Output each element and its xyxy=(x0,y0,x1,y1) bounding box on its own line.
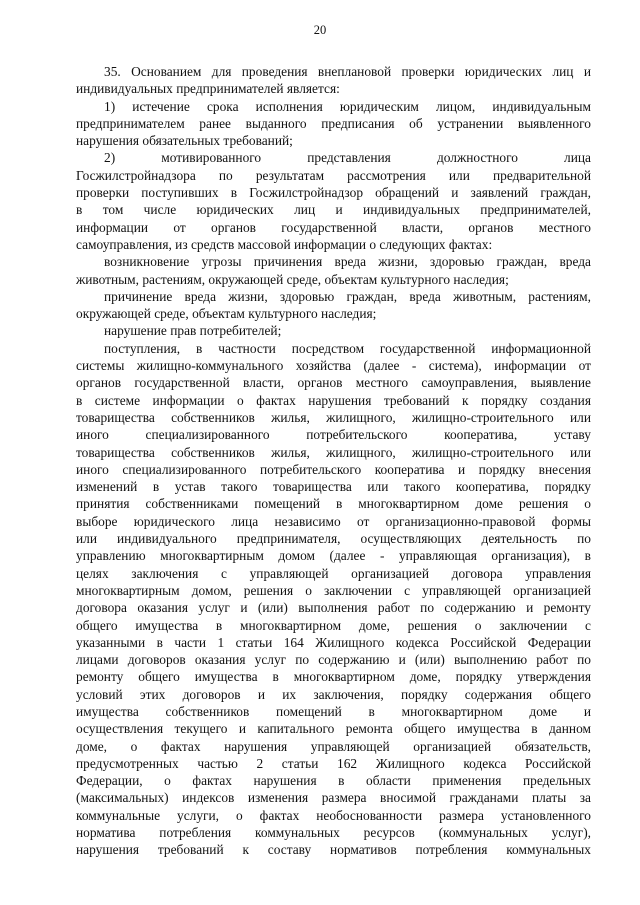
text-line: в том числе юридических лиц и индивидуальных предпринимателей, xyxy=(76,202,591,218)
text-line: целях заключения с управляющей организацией договора управления xyxy=(76,565,591,581)
page-number: 20 xyxy=(313,23,327,37)
text-line: нарушения требований к составу нормативов потребления коммунальных xyxy=(76,842,591,858)
text-line: 2) мотивированного представления должностного лица xyxy=(104,150,591,166)
text-line: информации от органов государственной власти, органов местного xyxy=(76,219,591,235)
text-line: указанными в части 1 статьи 164 Жилищного кодекса Российской Федерации xyxy=(76,634,591,650)
text-line: нарушение прав потребителей; xyxy=(104,323,282,339)
text-line: предусмотренных частью 2 статьи 162 Жилищного кодекса Российской xyxy=(76,755,591,771)
text-line: общего имущества в многоквартирном доме, решения о заключении с xyxy=(76,617,591,633)
text-line: (максимальных) индексов изменения размера вносимой гражданами платы за xyxy=(76,790,591,806)
text-line: предпринимателем ранее выданного предписания об устранении выявленного xyxy=(76,115,591,131)
text-line: договора оказания услуг и (или) выполнения работ по содержанию и ремонту xyxy=(76,600,591,616)
text-line: проверки поступивших в Госжилстройнадзор обращений и заявлений граждан, xyxy=(76,185,591,201)
text-line: управлению многоквартирным домом (далее - управляющая организация), в xyxy=(76,548,591,564)
text-line: товарищества собственников жилья, жилищного, жилищно-строительного или xyxy=(76,444,591,460)
text-line: иного специализированного потребительского кооператива, уставу xyxy=(76,427,591,443)
text-line: Госжилстройнадзора по результатам рассмотрения или предварительной xyxy=(76,167,591,183)
body-text xyxy=(76,63,591,859)
text-line: 35. Основанием для проведения внеплановой проверки юридических лиц и xyxy=(104,64,591,79)
text-line: животным, растениям, окружающей среде, объектам культурного наследия; xyxy=(76,271,509,287)
text-line: осуществления текущего и капитального ремонта общего имущества в данном xyxy=(76,721,591,737)
text-line: лицами договоров оказания услуг по содержанию и (или) выполнению работ по xyxy=(76,652,591,668)
text-line: самоуправления, из средств массовой информации о следующих фактах: xyxy=(76,236,493,252)
text-line: причинение вреда жизни, здоровью граждан, вреда животным, растениям, xyxy=(104,288,591,304)
text-line: иного специализированного потребительского кооператива и порядку внесения xyxy=(76,461,591,477)
text-line: 1) истечение срока исполнения юридическим лицом, индивидуальным xyxy=(104,98,591,114)
text-line: или индивидуального предпринимателя, осуществляющих деятельность по xyxy=(76,531,591,547)
text-line: изменений в устав такого товарищества или такого кооператива, порядку xyxy=(76,479,591,495)
text-line: возникновение угрозы причинения вреда жизни, здоровью граждан, вреда xyxy=(104,254,591,270)
text-line: нарушения обязательных требований; xyxy=(76,133,293,149)
text-line: коммунальные услуги, о фактах необоснованности размера установленного xyxy=(76,807,591,823)
text-line: в системе информации о фактах нарушения требований к порядку создания xyxy=(76,392,591,408)
text-line: норматива потребления коммунальных ресурсов (коммунальных услуг), xyxy=(76,825,591,841)
text-line: индивидуальных предпринимателей является: xyxy=(76,81,340,97)
text-line: доме, о фактах нарушения управляющей организацией обязательств, xyxy=(76,738,591,754)
text-line: имущества собственников помещений в многоквартирном доме и xyxy=(76,703,591,719)
text-line: товарищества собственников жилья, жилищного, жилищно-строительного или xyxy=(76,409,591,425)
text-line: Федерации, о фактах нарушения в области применения предельных xyxy=(76,773,591,789)
text-line: многоквартирным домом, решения о заключении с управляющей организацией xyxy=(76,582,591,598)
text-line: системы жилищно-коммунального хозяйства (далее - система), информации от xyxy=(76,358,591,374)
text-line: органов государственной власти, органов местного самоуправления, выявление xyxy=(76,375,591,391)
text-line: ремонту общего имущества в многоквартирном доме, порядку утверждения xyxy=(76,669,591,685)
text-line: окружающей среде, объектам культурного наследия; xyxy=(76,306,377,322)
text-line: принятия собственниками помещений в многоквартирном доме решения о xyxy=(76,496,591,512)
text-line: выборе юридического лица независимо от организационно-правовой формы xyxy=(76,513,591,529)
text-line: поступления, в частности посредством государственной информационной xyxy=(104,340,591,356)
text-line: условий этих договоров и их заключения, порядку содержания общего xyxy=(76,686,591,702)
